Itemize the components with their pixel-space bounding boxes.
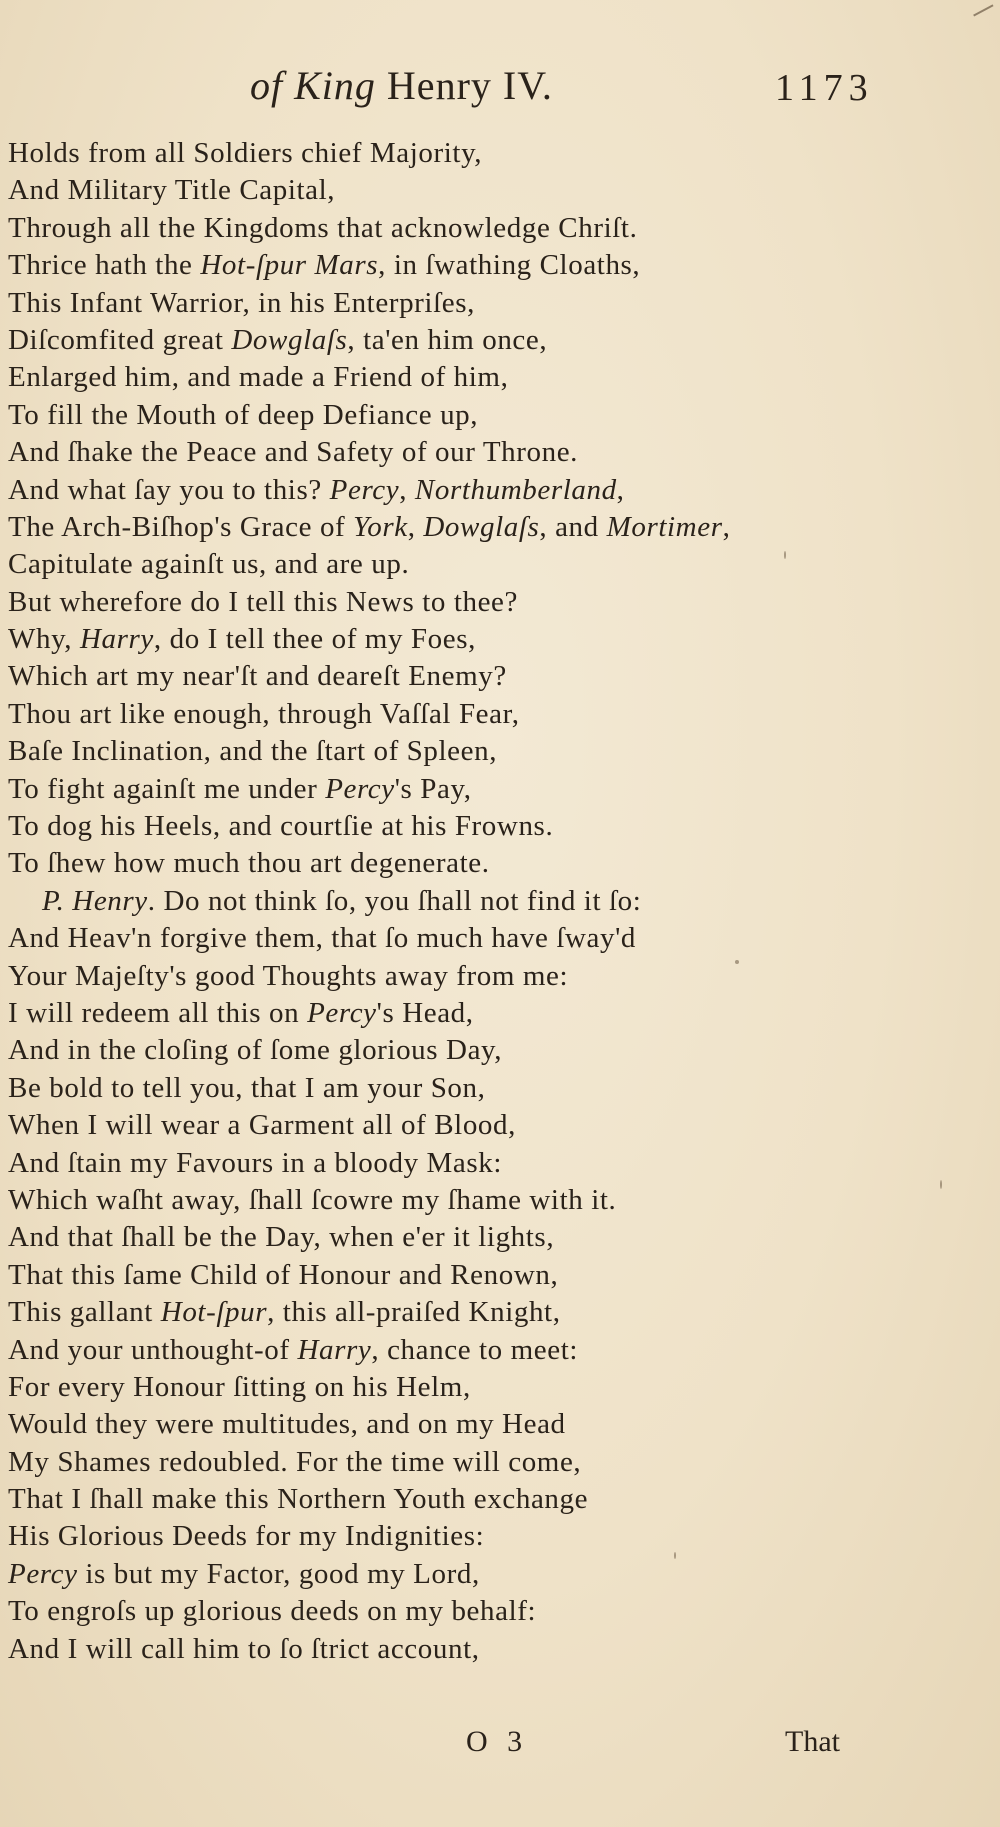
text-segment: , this all-praiſed Knight,: [267, 1296, 561, 1329]
text-segment: ,: [407, 510, 424, 543]
text-line: [8, 546, 908, 583]
ink-speck: [784, 551, 786, 559]
text-segment: His Glorious Deeds for my Indignities:: [8, 1520, 485, 1553]
italic-segment: Dowglaſs: [423, 510, 540, 543]
text-segment: Capitulate againſt us, and are up.: [8, 548, 410, 581]
text-segment: ,: [616, 473, 625, 506]
text-segment: This gallant: [8, 1296, 161, 1329]
text-segment: Thou art like enough, through Vaſſal Fear,: [8, 697, 520, 730]
text-line: [8, 359, 908, 396]
text-segment: And that ſhall be the Day, when e'er it lights,: [8, 1221, 555, 1254]
text-segment: , and: [539, 510, 607, 543]
text-line: [8, 1294, 908, 1331]
text-segment: , chance to meet:: [371, 1333, 579, 1366]
text-segment: , in ſwathing Cloaths,: [378, 249, 641, 282]
page-footer: [0, 1725, 1000, 1775]
text-segment: This Infant Warrior, in his Enterpriſes,: [8, 286, 475, 319]
ink-speck: [940, 1180, 942, 1189]
text-line: [8, 1107, 908, 1144]
text-segment: For every Honour ſitting on his Helm,: [8, 1370, 471, 1403]
italic-segment: P. Henry: [42, 884, 148, 917]
text-line: [8, 808, 908, 845]
text-segment: And Military Title Capital,: [8, 174, 336, 207]
italic-segment: Percy: [329, 473, 400, 506]
text-segment: My Shames redoubled. For the time will come,: [8, 1445, 582, 1478]
text-segment: Your Majeſty's good Thoughts away from me:: [8, 959, 569, 992]
italic-segment: Dowglaſs: [231, 323, 348, 356]
text-line: [8, 1032, 908, 1069]
ink-speck: [735, 960, 739, 964]
text-segment: And ſtain my Favours in a bloody Mask:: [8, 1146, 503, 1179]
text-line: [8, 509, 908, 546]
signature-mark: O 3: [466, 1725, 529, 1758]
text-line: [8, 172, 908, 209]
italic-segment: Percy: [307, 996, 377, 1029]
italic-segment: York: [353, 510, 408, 543]
page-number: 1173: [775, 67, 874, 109]
text-segment: Which waſht away, ſhall ſcowre my ſhame with it.: [8, 1183, 617, 1216]
italic-segment: Harry: [80, 623, 154, 656]
text-line: [8, 1631, 908, 1668]
text-segment: Baſe Inclination, and the ſtart of Spleen,: [8, 735, 498, 768]
text-segment: And ſhake the Peace and Safety of our Throne.: [8, 436, 579, 469]
text-line: [8, 995, 908, 1032]
text-segment: ,: [722, 510, 731, 543]
text-segment: Enlarged him, and made a Friend of him,: [8, 361, 509, 394]
text-segment: To fight againſt me under: [8, 772, 326, 805]
text-line: [8, 883, 908, 920]
text-line: [8, 1593, 908, 1630]
title-name: Henry IV.: [386, 63, 553, 108]
text-segment: I will redeem all this on: [8, 996, 308, 1029]
text-segment: 's Pay,: [394, 772, 472, 805]
text-line: [8, 1070, 908, 1107]
text-segment: Through all the Kingdoms that acknowledge Chriſt.: [8, 211, 638, 244]
text-line: [8, 733, 908, 770]
text-segment: But wherefore do I tell this News to thee?: [8, 585, 519, 618]
text-line: [8, 958, 908, 995]
text-segment: The Arch-Biſhop's Grace of: [8, 510, 354, 543]
text-line: [8, 247, 908, 284]
text-line: [8, 1518, 908, 1555]
text-segment: And I will call him to ſo ſtrict account,: [8, 1632, 480, 1665]
text-line: [8, 1406, 908, 1443]
text-line: [8, 621, 908, 658]
text-line: [8, 472, 908, 509]
text-segment: Thrice hath the: [8, 249, 201, 282]
text-segment: , do I tell thee of my Foes,: [153, 623, 476, 656]
text-segment: When I will wear a Garment all of Blood,: [8, 1109, 516, 1142]
text-segment: Which art my near'ſt and deareſt Enemy?: [8, 660, 507, 693]
italic-segment: Percy: [8, 1557, 78, 1590]
title-prefix: of: [250, 63, 284, 108]
text-segment: And in the cloſing of ſome glorious Day,: [8, 1034, 503, 1067]
italic-segment: Northumberland: [414, 473, 617, 506]
italic-segment: Hot-ſpur Mars: [200, 249, 379, 282]
text-segment: Be bold to tell you, that I am your Son,: [8, 1071, 486, 1104]
text-line: [8, 322, 908, 359]
text-line: [8, 845, 908, 882]
text-line: [8, 1145, 908, 1182]
text-segment: . Do not think ſo, you ſhall not find it ſo:: [147, 884, 642, 917]
text-segment: To dog his Heels, and courtſie at his Frowns.: [8, 810, 554, 843]
text-line: [8, 696, 908, 733]
italic-segment: Harry: [297, 1333, 372, 1366]
text-segment: To ſhew how much thou art degenerate.: [8, 847, 490, 880]
text-line: [8, 920, 908, 957]
text-segment: 's Head,: [376, 996, 474, 1029]
text-line: [8, 1481, 908, 1518]
text-line: [8, 584, 908, 621]
text-segment: To fill the Mouth of deep Defiance up,: [8, 398, 479, 431]
text-segment: And what ſay you to this?: [8, 473, 330, 506]
text-line: [8, 1556, 908, 1593]
italic-segment: Hot-ſpur: [160, 1296, 268, 1329]
text-line: [8, 771, 908, 808]
text-segment: And your unthought-of: [8, 1333, 298, 1366]
text-segment: And Heav'n forgive them, that ſo much have ſway'd: [8, 922, 637, 955]
text-line: [8, 434, 908, 471]
text-segment: , ta'en him once,: [347, 323, 548, 356]
text-line: [8, 1219, 908, 1256]
italic-segment: Percy: [325, 772, 395, 805]
text-segment: Holds from all Soldiers chief Majority,: [8, 137, 483, 169]
text-segment: ,: [399, 473, 415, 506]
ink-speck: [674, 1552, 676, 1559]
running-header: [0, 62, 1000, 122]
text-line: [8, 397, 908, 434]
title-king: King: [294, 63, 376, 108]
italic-segment: Mortimer: [606, 510, 723, 543]
text-line: [8, 658, 908, 695]
text-line: [8, 1444, 908, 1481]
corner-ink-mark: [968, 0, 993, 16]
text-segment: To engroſs up glorious deeds on my behalf:: [8, 1595, 537, 1628]
text-segment: That this ſame Child of Honour and Renown,: [8, 1258, 559, 1291]
text-segment: Diſcomfited great: [8, 323, 232, 356]
text-segment: Would they were multitudes, and on my Head: [8, 1408, 566, 1441]
text-line: [8, 1182, 908, 1219]
text-line: [8, 285, 908, 322]
text-line: [8, 1332, 908, 1369]
text-segment: is but my Factor, good my Lord,: [77, 1557, 480, 1590]
text-line: [8, 1369, 908, 1406]
text-segment: Why,: [8, 623, 80, 656]
text-line: [8, 210, 908, 247]
text-line: [8, 1257, 908, 1294]
catchword: That: [785, 1725, 840, 1758]
text-segment: That I ſhall make this Northern Youth exchange: [8, 1483, 589, 1516]
text-line: [8, 135, 908, 172]
running-title: [250, 62, 553, 109]
play-text: [8, 135, 908, 1668]
